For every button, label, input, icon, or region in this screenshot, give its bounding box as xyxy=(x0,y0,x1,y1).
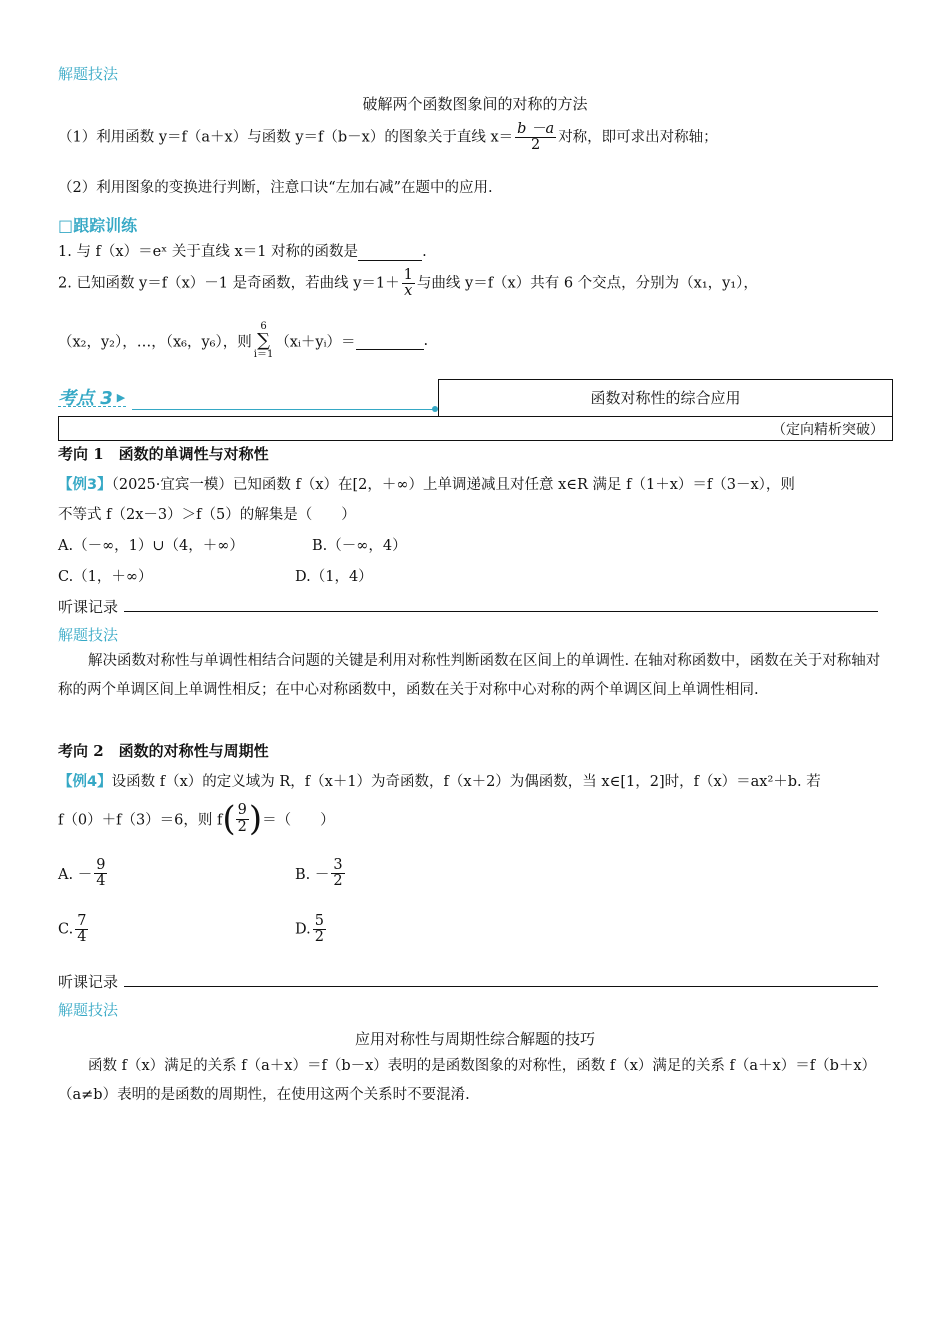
answer-blank[interactable] xyxy=(356,333,424,350)
technique-label: 解题技法 xyxy=(58,65,119,83)
technique-title: 破解两个函数图象间的对称的方法 xyxy=(362,95,588,113)
summation-sign: 6 ∑ i＝1 xyxy=(253,321,274,360)
fraction: $\frac{5}{2}$ xyxy=(314,913,324,946)
kaodian-note: （定向精析突破） xyxy=(772,422,884,438)
technique-text: 函数 f（x）满足的关系 f（a＋x）＝f（b－x）表明的是函数图象的对称性，函数 f（x）满足的关系 f（a＋x）＝f（b＋x）（a≠b）表明的是函数的周期性，在使用这两个关系时不要混淆. xyxy=(58,1058,877,1103)
direction-1-heading: 考向 1 函数的单调性与对称性 xyxy=(58,445,269,463)
kaodian-note-box xyxy=(58,416,893,441)
example-4-option-d[interactable]: D. $\frac{5}{2}$ xyxy=(295,913,324,946)
direction-2-heading: 考向 2 函数的对称性与周期性 xyxy=(58,742,269,760)
notes-label: 听课记录 xyxy=(58,598,119,616)
practice-question-2: 2. 已知函数 y＝f（x）－1 是奇函数，若曲线 y＝1＋ $\frac{1}{x}$ 与曲线 y＝f（x）共有 6 个交点，分别为（x₁，y₁）， xyxy=(58,267,758,300)
fraction: $\frac{7}{4}$ xyxy=(77,913,87,946)
technique-label: 解题技法 xyxy=(58,626,119,644)
example-3-option-b[interactable]: B.（－∞，4） xyxy=(312,538,407,554)
notes-line[interactable] xyxy=(124,986,878,987)
fraction: $\frac{1}{x}$ xyxy=(403,267,413,300)
triangle-icon: ▶ xyxy=(116,391,126,404)
example-3-tag: 【例3】 xyxy=(58,477,112,493)
example-4-tag: 【例4】 xyxy=(58,774,112,790)
fraction: $\frac{9}{4}$ xyxy=(96,857,106,890)
tracking-practice-label: □跟踪训练 xyxy=(58,216,138,235)
fraction: $\frac{b -a}{2}$ xyxy=(517,121,555,154)
fraction: $\frac{9}{2}$ xyxy=(237,802,247,835)
answer-blank[interactable] xyxy=(358,244,422,261)
example-3-line2: 不等式 f（2x－3）＞f（5）的解集是（ ） xyxy=(58,507,356,523)
example-3-option-c[interactable]: C.（1，＋∞） xyxy=(58,569,153,585)
technique-text: 解决函数对称性与单调性相结合问题的关键是利用对称性判断函数在区间上的单调性. 在轴对称函数中，函数在关于对称轴对称的两个单调区间上单调性相反；在中心对称函数中，函数在关于对称中心对称的两个单调区间上单调性相同. xyxy=(58,653,881,698)
example-4-option-a[interactable]: A. － $\frac{9}{4}$ xyxy=(58,857,106,890)
method-item-2: （2）利用图象的变换进行判断，注意口诀“左加右减”在题中的应用. xyxy=(58,180,493,196)
kaodian-title: 函数对称性的综合应用 xyxy=(590,389,741,407)
example-4-line1: 【例4】设函数 f（x）的定义域为 R，f（x＋1）为奇函数，f（x＋2）为偶函数，当 x∈[1，2]时，f（x）＝ax²＋b. 若 xyxy=(58,774,821,790)
example-3-option-a[interactable]: A.（－∞，1）∪（4，＋∞） xyxy=(58,538,244,554)
example-4-line2: f（0）＋f（3）＝6，则 f( $\frac{9}{2}$ )＝（ ） xyxy=(58,799,335,839)
example-3-option-d[interactable]: D.（1，4） xyxy=(295,569,373,585)
notes-line[interactable] xyxy=(124,611,878,612)
method-item-1-text: （1）利用函数 y＝f（a＋x）与函数 y＝f（b－x）的图象关于直线 x＝ xyxy=(58,129,514,146)
practice-question-2-line2: （x₂，y₂），…，（x₆，y₆），则 6 ∑ i＝1 （xᵢ＋yᵢ）＝ . xyxy=(58,321,429,360)
method-item-1: （1）利用函数 y＝f（a＋x）与函数 y＝f（b－x）的图象关于直线 x＝ $\frac{b -a}{2}$ 对称，即可求出对称轴； xyxy=(58,121,718,154)
badge-underline xyxy=(58,406,126,407)
left-paren: ( xyxy=(222,799,236,839)
practice-question-1: 1. 与 f（x）＝eˣ 关于直线 x＝1 对称的函数是 . xyxy=(58,244,427,260)
fraction: $\frac{3}{2}$ xyxy=(333,857,343,890)
kaodian-badge: 考点 3 ▶ xyxy=(58,388,126,409)
notes-label: 听课记录 xyxy=(58,973,119,991)
example-3-line1: 【例3】（2025·宜宾一模）已知函数 f（x）在[2，＋∞）上单调递减且对任意 x∈R 满足 f（1＋x）＝f（3－x），则 xyxy=(58,477,795,493)
example-4-option-c[interactable]: C. $\frac{7}{4}$ xyxy=(58,913,87,946)
technique-title: 应用对称性与周期性综合解题的技巧 xyxy=(354,1030,595,1048)
example-4-option-b[interactable]: B. － $\frac{3}{2}$ xyxy=(295,857,343,890)
kaodian-title-box xyxy=(438,379,893,417)
technique-label: 解题技法 xyxy=(58,1001,119,1019)
badge-connector-line xyxy=(132,409,436,410)
right-paren: ) xyxy=(248,799,263,839)
